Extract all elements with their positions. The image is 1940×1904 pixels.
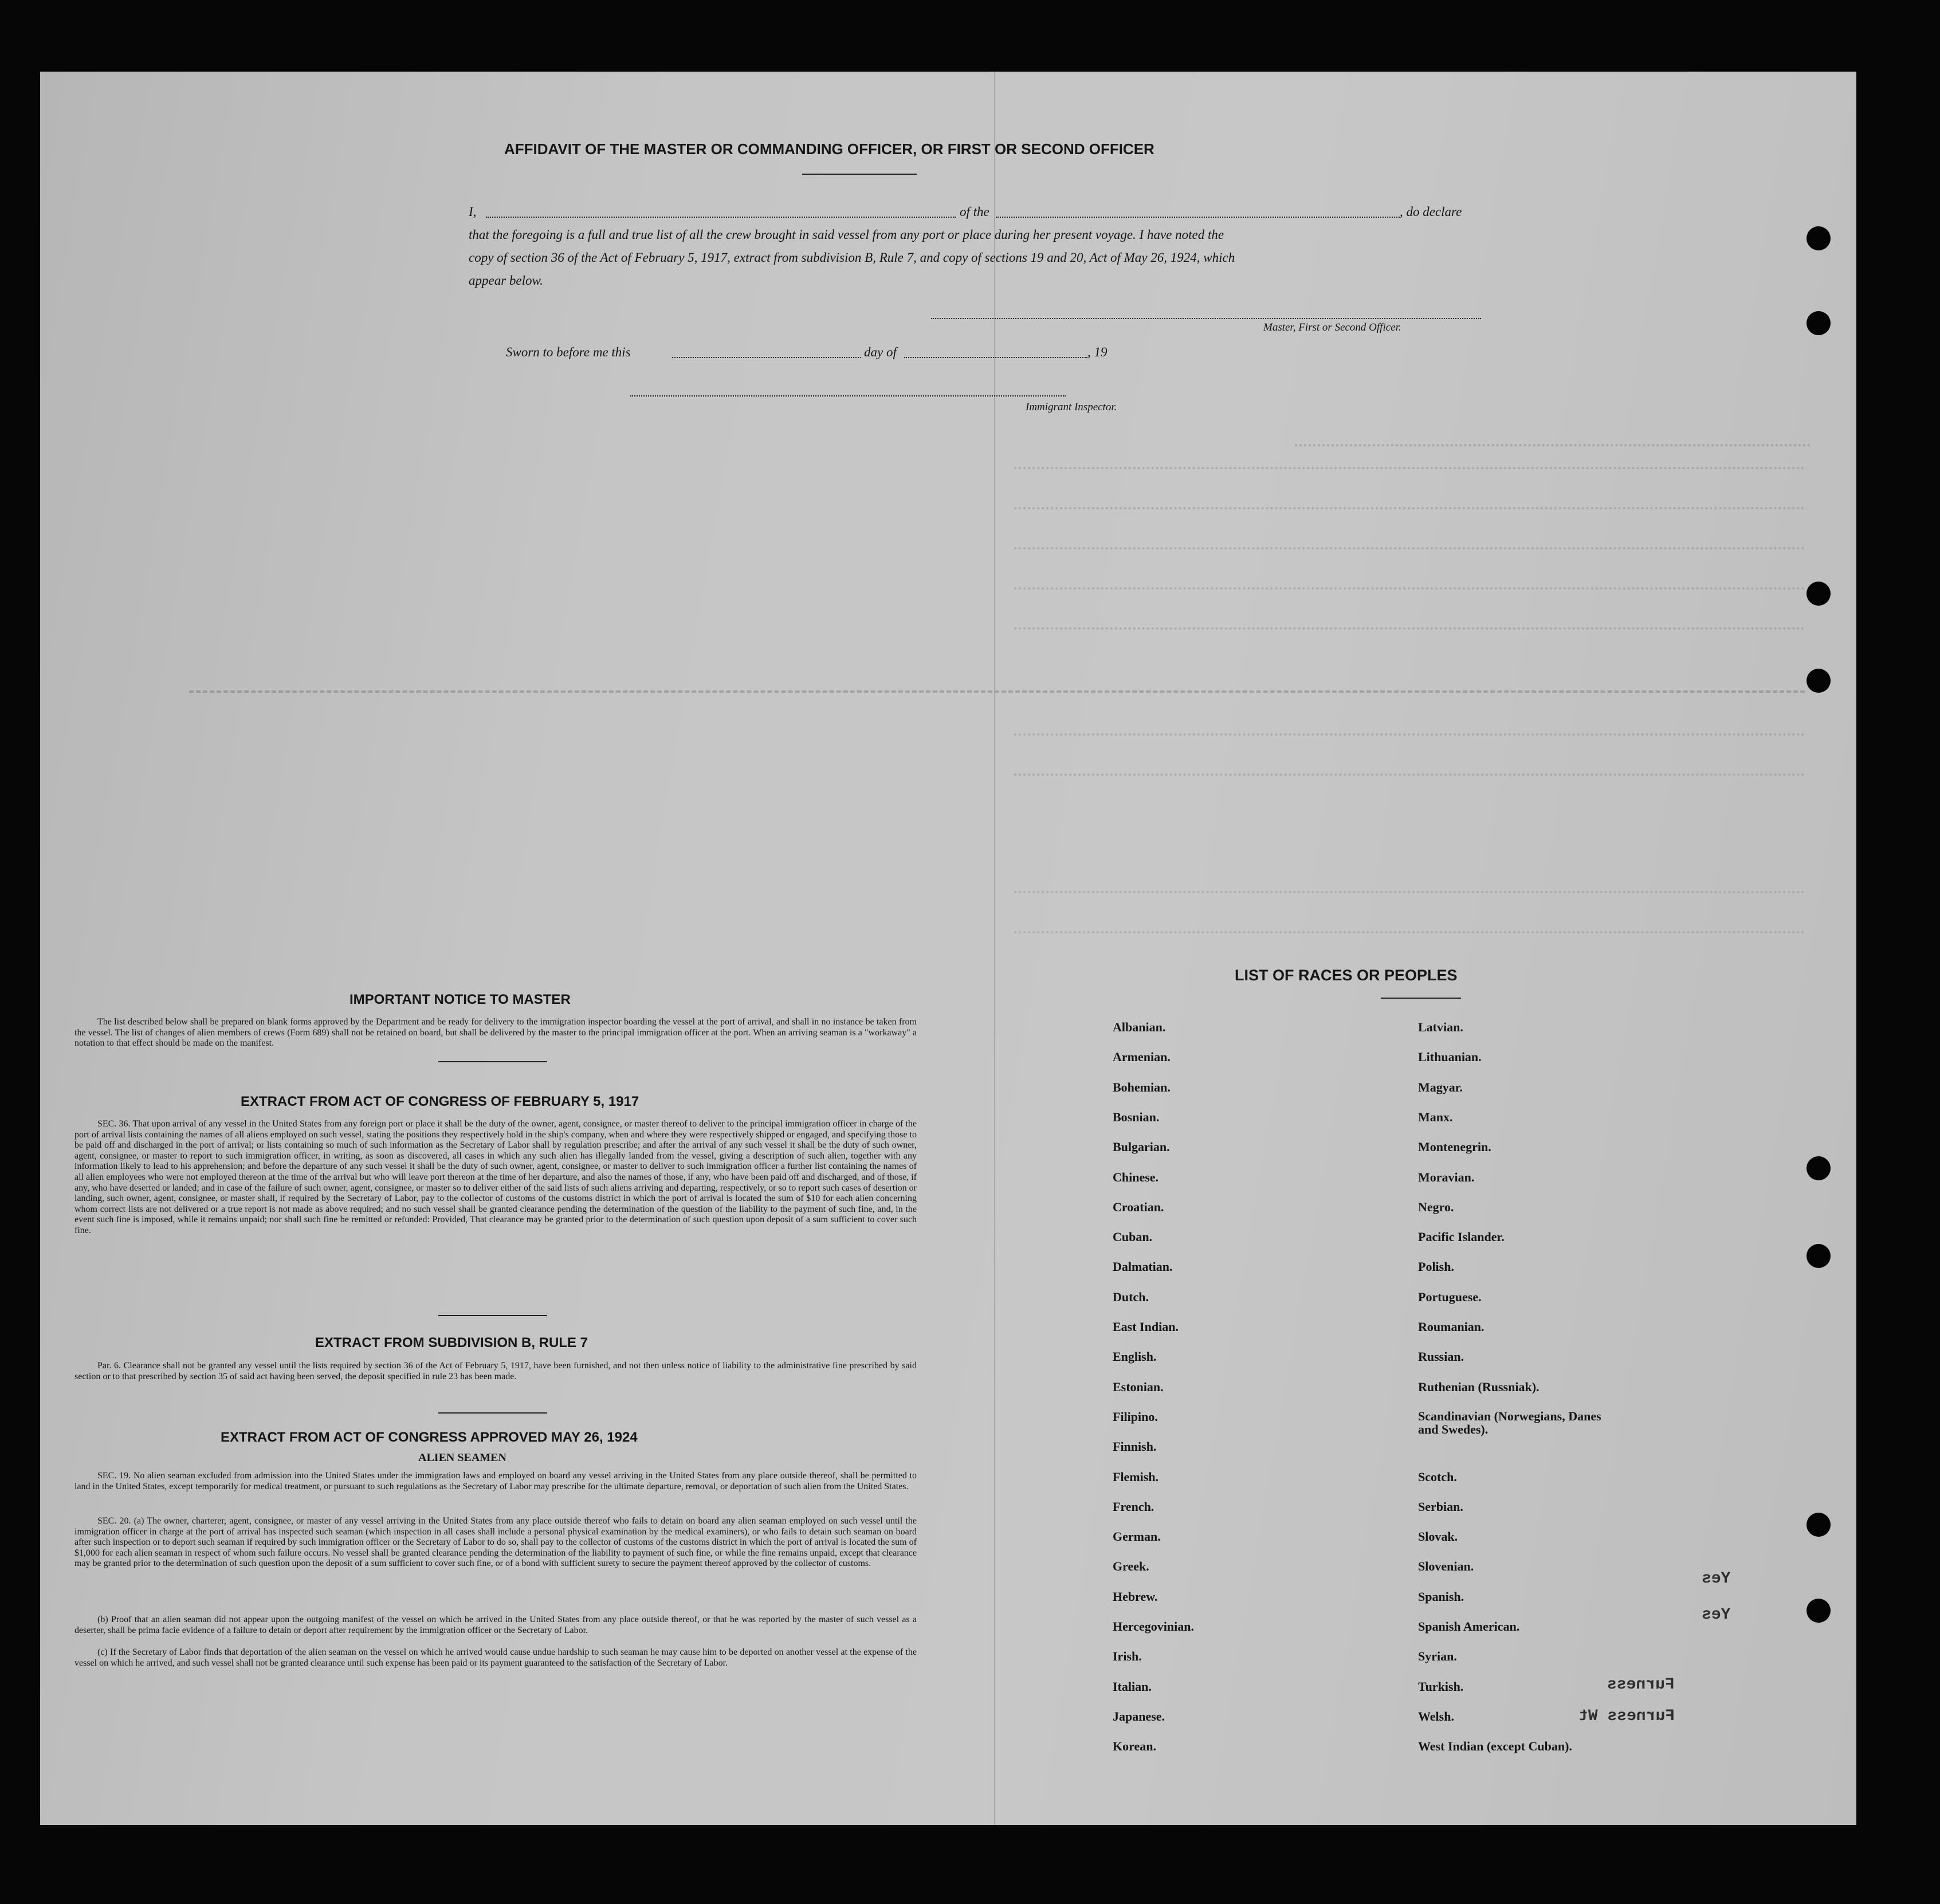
race-item: Dalmatian. bbox=[1113, 1259, 1173, 1274]
punch-hole bbox=[1807, 311, 1831, 335]
bleedthrough-row bbox=[1014, 587, 1805, 596]
race-item: Dutch. bbox=[1113, 1290, 1149, 1304]
extract-1917-text: SEC. 36. That upon arrival of any vessel in the United States from any foreign port or place it shall be the duty of the owner, agent, consignee, or master thereof to deliver to the principal immigration officer in charge of the port of arrival lists containing the names of all aliens employed on such vessel, stating the positions they respectively hold in the ship's company, when and where they were respectively shipped or engaged, and specifying those to be paid off and discharged in the port of arrival; or lists containing so much of such information as the Secretary of Labor shall by regulation prescribe; and after the arrival of any such vessel it shall be the duty of such owner, agent, consignee, or master to report to such immigration officer, in writing, as soon as discovered, all cases in which any such alien has illegally landed from the vessel, giving a description of such alien, together with any information likely to lead to his apprehension; and before the departure of any such vessel it shall be the duty of such owner, agent, consignee, or master to deliver to such immigration officer a further list containing the names of all alien employees who were not employed thereon at the time of the arrival but who will leave port thereon at the time of her departure, and also the names of those, if any, who have been paid off and discharged, and of those, if any, who have deserted or landed; and in case of the failure of such owner, agent, consignee, or master so to deliver either of the said lists of such aliens arriving and departing, respectively, or so to report such cases of desertion or landing, such owner, agent, consignee, or master shall, if required by the Secretary of Labor, pay to the collector of customs of the customs district in which the port of arrival is located the sum of $10 for each alien concerning whom correct lists are not delivered or a true report is not made as above required; and no such vessel shall be granted clearance pending the determination of the question of the liability to the payment of such fine, and, in the event such fine is imposed, while it remains unpaid; nor shall such fine be remitted or refunded: Provided, That clearance may be granted prior to the determination of such question upon deposit of a sum sufficient to cover such fine. bbox=[74, 1119, 917, 1235]
notice-text: The list described below shall be prepared on blank forms approved by the Department and be ready for delivery to the immigration inspector boarding the vessel at the port of arrival, and shall in no instance be taken from the vessel. The list of changes of alien members of crews (Form 689) shall not be retained on board, but shall be delivered by the master to the principal immigration officer at the port. When an arriving seaman is a "workaway" a notation to that effect should be made on the manifest. bbox=[74, 1017, 917, 1049]
race-item: English. bbox=[1113, 1349, 1157, 1364]
sworn-text: Sworn to before me this bbox=[506, 345, 631, 359]
year-text: , 19 bbox=[1087, 345, 1108, 359]
rule7-title: EXTRACT FROM SUBDIVISION B, RULE 7 bbox=[315, 1335, 588, 1351]
bleedthrough-row bbox=[1295, 444, 1811, 454]
race-item: Ruthenian (Russniak). bbox=[1418, 1380, 1540, 1394]
race-item: Japanese. bbox=[1113, 1709, 1165, 1724]
page-fold bbox=[994, 72, 995, 1825]
rule7-text: Par. 6. Clearance shall not be granted any vessel until the lists required by section 36 of the Act of February 5, 1917, have been furnished, and not then unless notice of liability to the administrative fine prescribed by said section or to that prescribed by section 35 of said act having been served, the deposit specified in rule 23 has been made. bbox=[74, 1361, 917, 1381]
race-item: Serbian. bbox=[1418, 1499, 1463, 1514]
race-item: French. bbox=[1113, 1499, 1154, 1514]
bleedthrough-row bbox=[1014, 733, 1805, 743]
document-sheet bbox=[40, 72, 1856, 1825]
extract-1917-rule bbox=[438, 1315, 547, 1316]
race-item: Albanian. bbox=[1113, 1020, 1166, 1034]
race-item: Finnish. bbox=[1113, 1439, 1157, 1454]
day-of-text: day of bbox=[864, 345, 897, 359]
races-title-rule bbox=[1381, 998, 1461, 999]
affidavit-i: I, bbox=[469, 205, 477, 219]
bleedthrough-stamp: Yes bbox=[1702, 1606, 1731, 1624]
race-item: German. bbox=[1113, 1529, 1161, 1544]
sec19-text: SEC. 19. No alien seaman excluded from admission into the United States under the immigration laws and employed on board any vessel arriving in the United States from any place outside thereof, shall be permitted to land in the United States, except temporarily for medical treatment, or pursuant to such regulations as the Secretary of Labor may prescribe for the ultimate departure, removal, or deportation of such alien from the United States. bbox=[74, 1471, 917, 1491]
affidavit-line-3: copy of section 36 of the Act of February 5, 1917, extract from subdivision B, Rule 7, and copy of sections 19 and 20, Act of May 26, 1924, which bbox=[469, 250, 1235, 265]
affidavit-line-4: appear below. bbox=[469, 273, 543, 288]
extract-1924-title: EXTRACT FROM ACT OF CONGRESS APPROVED MAY 26, 1924 bbox=[221, 1430, 638, 1445]
race-item: Moravian. bbox=[1418, 1170, 1475, 1184]
bleedthrough-row bbox=[1014, 891, 1805, 900]
punch-hole bbox=[1807, 1513, 1831, 1537]
bleedthrough-stamp: Furness bbox=[1607, 1676, 1675, 1694]
bleedthrough-row bbox=[1014, 547, 1805, 556]
inspector-blank bbox=[630, 395, 1066, 396]
race-item: Armenian. bbox=[1113, 1050, 1171, 1064]
race-item: West Indian (except Cuban). bbox=[1418, 1739, 1572, 1753]
bleedthrough-stamp: Furness Wt bbox=[1578, 1707, 1675, 1725]
notice-rule bbox=[438, 1061, 547, 1062]
punch-hole bbox=[1807, 226, 1831, 250]
race-item: Welsh. bbox=[1418, 1709, 1454, 1724]
race-item: Flemish. bbox=[1113, 1470, 1159, 1484]
day-blank bbox=[672, 357, 861, 358]
race-item: Filipino. bbox=[1113, 1410, 1158, 1424]
race-item: Hercegovinian. bbox=[1113, 1619, 1194, 1634]
race-item: Slovak. bbox=[1418, 1529, 1458, 1544]
punch-hole bbox=[1807, 1156, 1831, 1180]
month-blank bbox=[904, 357, 1087, 358]
bleedthrough-row bbox=[189, 690, 1805, 700]
race-item: Manx. bbox=[1418, 1110, 1453, 1124]
race-item: Scandinavian (Norwegians, Danes and Swedes). bbox=[1418, 1409, 1601, 1436]
race-item: Polish. bbox=[1418, 1259, 1454, 1274]
extract-1924-subtitle: ALIEN SEAMEN bbox=[418, 1451, 506, 1464]
race-item: Turkish. bbox=[1418, 1679, 1464, 1694]
affidavit-title: AFFIDAVIT OF THE MASTER OR COMMANDING OFFICER, OR FIRST OR SECOND OFFICER bbox=[504, 140, 1154, 158]
race-item: Hebrew. bbox=[1113, 1589, 1158, 1604]
race-item: Lithuanian. bbox=[1418, 1050, 1482, 1064]
signature-blank bbox=[931, 318, 1481, 319]
name-blank bbox=[486, 217, 956, 218]
race-item: Portuguese. bbox=[1418, 1290, 1482, 1304]
affidavit-declare: , do declare bbox=[1400, 205, 1462, 219]
race-item: Bulgarian. bbox=[1113, 1140, 1170, 1154]
inspector-caption: Immigrant Inspector. bbox=[1026, 401, 1117, 413]
vessel-blank bbox=[996, 217, 1400, 218]
bleedthrough-row bbox=[1014, 774, 1805, 783]
bleedthrough-row bbox=[1014, 627, 1805, 637]
race-item: Spanish American. bbox=[1418, 1619, 1520, 1634]
punch-hole bbox=[1807, 1244, 1831, 1268]
race-item: Spanish. bbox=[1418, 1589, 1464, 1604]
race-item: Cuban. bbox=[1113, 1230, 1153, 1244]
affidavit-title-rule bbox=[802, 174, 917, 175]
race-item: Croatian. bbox=[1113, 1200, 1164, 1214]
race-item: Chinese. bbox=[1113, 1170, 1159, 1184]
bleedthrough-row bbox=[1014, 467, 1805, 476]
bleedthrough-row bbox=[1014, 507, 1805, 516]
race-item: East Indian. bbox=[1113, 1320, 1179, 1334]
extract-1917-title: EXTRACT FROM ACT OF CONGRESS OF FEBRUARY 5, 1917 bbox=[241, 1094, 639, 1109]
race-item: Estonian. bbox=[1113, 1380, 1164, 1394]
sec20c-text: (c) If the Secretary of Labor finds that deportation of the alien seaman on the vessel on which he arrived would cause undue hardship to such seaman he may cause him to be deported on another vessel at the expense of the vessel on which he arrived, and such vessel shall not be granted clearance until such expense has been paid or its payment guaranteed to the satisfaction of the Secretary of Labor. bbox=[74, 1647, 917, 1668]
races-title: LIST OF RACES OR PEOPLES bbox=[1235, 967, 1458, 984]
race-item: Latvian. bbox=[1418, 1020, 1463, 1034]
bleedthrough-row bbox=[1014, 931, 1805, 940]
race-item: Scotch. bbox=[1418, 1470, 1457, 1484]
race-item: Magyar. bbox=[1418, 1080, 1463, 1094]
signature-caption: Master, First or Second Officer. bbox=[1263, 321, 1401, 333]
rule7-rule bbox=[438, 1412, 547, 1414]
race-item: Slovenian. bbox=[1418, 1559, 1474, 1573]
race-item: Korean. bbox=[1113, 1739, 1156, 1753]
race-item: Pacific Islander. bbox=[1418, 1230, 1505, 1244]
punch-hole bbox=[1807, 582, 1831, 606]
affidavit-of-the: of the bbox=[960, 205, 989, 219]
punch-hole bbox=[1807, 1599, 1831, 1623]
race-item: Irish. bbox=[1113, 1649, 1142, 1663]
race-item: Roumanian. bbox=[1418, 1320, 1485, 1334]
sec20b-text: (b) Proof that an alien seaman did not appear upon the outgoing manifest of the vessel on which he arrived in the United States from any place outside thereof, or that he was reported by the master of such vessel as a deserter, shall be prima facie evidence of a failure to detain or deport after requirement by the immigration officer or the Secretary of Labor. bbox=[74, 1615, 917, 1635]
race-item: Montenegrin. bbox=[1418, 1140, 1491, 1154]
punch-hole bbox=[1807, 669, 1831, 693]
bleedthrough-stamp: Yes bbox=[1702, 1570, 1731, 1588]
race-item: Bohemian. bbox=[1113, 1080, 1171, 1094]
race-item: Bosnian. bbox=[1113, 1110, 1160, 1124]
race-item: Russian. bbox=[1418, 1349, 1464, 1364]
notice-title: IMPORTANT NOTICE TO MASTER bbox=[349, 992, 571, 1007]
race-item: Italian. bbox=[1113, 1679, 1152, 1694]
affidavit-line-1 bbox=[469, 201, 1483, 223]
race-item: Syrian. bbox=[1418, 1649, 1457, 1663]
affidavit-line-2: that the foregoing is a full and true list of all the crew brought in said vessel from any port or place during her present voyage. I have noted the bbox=[469, 227, 1224, 242]
race-item: Negro. bbox=[1418, 1200, 1454, 1214]
sec20a-text: SEC. 20. (a) The owner, charterer, agent, consignee, or master of any vessel arriving in the United States from any place outside thereof who fails to detain on board any alien seaman employed on such vessel until the immigration officer in charge at the port of arrival has inspected such seaman (which inspection in all cases shall include a personal physical examination by the medical examiners), or who fails to detain such seaman on board after such inspection or to deport such seaman if required by such immigration officer or the Secretary of Labor to do so, shall pay to the collector of customs of the customs district in which the port of arrival is located the sum of $1,000 for each alien seaman in respect of whom such failure occurs. No vessel shall be granted clearance pending the determination of the liability to payment of such fine, or while the fine remains unpaid, except that clearance may be granted prior to the determination of such question upon the deposit of a sum sufficient to cover such fine, or of a bond with sufficient surety to secure the payment thereof approved by the collector of customs. bbox=[74, 1516, 917, 1569]
race-item: Greek. bbox=[1113, 1559, 1149, 1573]
